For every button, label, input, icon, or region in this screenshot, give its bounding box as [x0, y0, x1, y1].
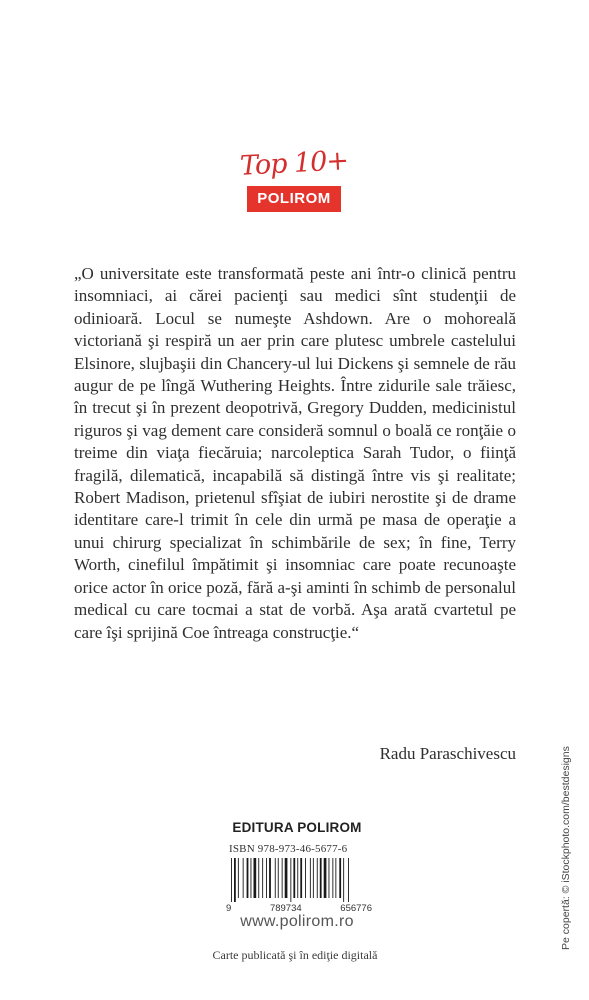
barcode-bar [234, 858, 236, 902]
barcode-bar [329, 858, 330, 898]
barcode-bar [305, 858, 306, 898]
barcode-bar [285, 858, 288, 898]
barcode-bar [258, 858, 259, 898]
barcode-bar [243, 858, 244, 898]
barcode-bar [247, 858, 249, 898]
barcode-bar [332, 858, 333, 898]
barcode-bar [293, 858, 295, 898]
barcode-bar [324, 858, 327, 898]
blurb-author: Radu Paraschivescu [379, 744, 516, 763]
barcode-digit-group: 9 [226, 903, 232, 914]
digital-edition-note: Carte publicată şi în ediţie digitală [212, 948, 378, 962]
barcode-bar [266, 858, 267, 898]
barcode-bar [310, 858, 311, 898]
barcode-bar [278, 858, 279, 898]
barcode-graphic [229, 858, 369, 902]
barcode-bar [335, 858, 336, 898]
barcode-bar [251, 858, 252, 898]
barcode-bar [269, 858, 271, 898]
barcode-bar [339, 858, 341, 898]
barcode-bar [238, 858, 239, 898]
barcode-bar [290, 858, 291, 902]
barcode-bar [282, 858, 283, 898]
series-logo [239, 146, 349, 212]
brand-badge: POLIROM [247, 186, 341, 212]
barcode-bar [348, 858, 349, 902]
barcode-bar [297, 858, 298, 898]
book-blurb: „O universitate este transformată peste ani într-o clinică pentru insomniaci, ai cărei pacienţi sau medici sînt studenţii de odinioară. Locul se numeşte Ashdown. Are o mohoreală victoriană şi respiră un aer prin care plutesc umbrele castelului Elsinore, slujbaşii din Chancery-ul lui Dickens şi semnele de rău augur de pe lîngă Wuthering Heights. Între zidurile sale trăiesc, în trecut şi în prezent deopotrivă, Gregory Dudden, medicinistul riguros şi vag dement care consideră somnul o boală ce ronţăie o treime din viaţa fiecăruia; narcoleptica Sarah Tudor, o fiinţă fragilă, dilematică, incapabilă să distingă între vis şi realitate; Robert Madison, prietenul sfîşiat de iubiri nerostite şi de drame identitare care-l trimit în cele din urmă pe masa de operaţie a unui chirurg specializat în schimbările de sex; în fine, Terry Worth, cinefilul împătimit şi insomniac care poate recunoaşte orice actor în orice poză, fără a-şi aminti în schimb de personalul medical cu care tocmai a stat de vorbă. Aşa arată cvartetul pe care îşi sprijină Coe întreaga construcţie.“ [74, 264, 516, 642]
barcode-bar [275, 858, 276, 898]
barcode-bar [231, 858, 232, 902]
publisher-website[interactable]: www.polirom.ro [240, 913, 354, 930]
barcode-bar [343, 858, 344, 902]
barcode-bar [317, 858, 318, 898]
barcode-digit-group: 789734 [269, 903, 302, 914]
cover-image-credit: Pe copertă: © iStockphoto.com/bestdesigns [560, 746, 572, 950]
barcode-bar [254, 858, 257, 898]
barcode-bar [313, 858, 314, 898]
isbn-label: ISBN 978-973-46-5677-6 [229, 843, 348, 855]
barcode-bar [262, 858, 263, 898]
barcode-bar [300, 858, 302, 898]
barcode-bar [320, 858, 322, 898]
barcode-digit-group: 656776 [340, 903, 372, 914]
series-title: Top 10+ [239, 145, 349, 182]
publisher-name: EDITURA POLIROM [232, 820, 362, 835]
